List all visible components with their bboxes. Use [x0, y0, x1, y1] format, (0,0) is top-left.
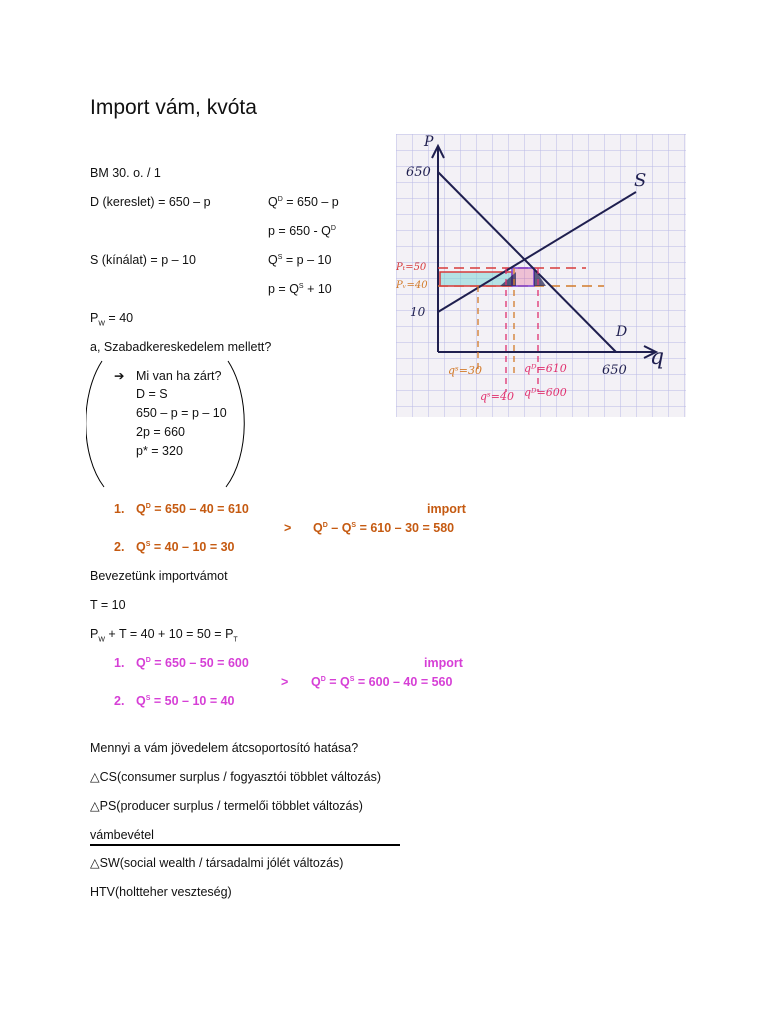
tariff-revenue: vámbevétel	[90, 828, 154, 842]
free-trade-item-1: 1. $Q^D = 650 - 40 = 610$	[114, 502, 249, 516]
qs40-label: qˢ=40	[480, 390, 514, 403]
demand-label: D (kereslet) = 650 – p	[90, 195, 211, 209]
y-650-label: 650	[406, 165, 431, 180]
demand-label: D	[616, 324, 628, 340]
delta-consumer-surplus: △CS(consumer surplus / fogyasztói többlet változás)	[90, 770, 381, 784]
deadweight-loss: HTV(holtteher veszteség)	[90, 885, 232, 899]
free-trade-import-diff: $Q^D - Q^S = 610 - 30 = 580$	[313, 521, 455, 535]
qd600-label: qᴰ=600	[524, 386, 567, 399]
free-trade-gt: >	[284, 521, 292, 535]
tariff-item-2: 2. $Q^S = 50 - 10 = 40$	[114, 694, 235, 708]
arrow-icon: ➔	[114, 369, 125, 383]
q-axis-label: q	[650, 345, 665, 370]
supply-label: S (kínálat) = p – 10	[90, 253, 196, 267]
page-title: Import vám, kvóta	[90, 96, 257, 119]
qs30-label: qˢ=30	[448, 364, 482, 377]
tariff-gt: >	[281, 675, 289, 689]
question-income-effect: Mennyi a vám jövedelem átcsoportosító hatása?	[90, 741, 359, 755]
supply-equation-q: $Q^S = p - 10$	[268, 253, 332, 267]
demand-equation-p: $p = 650 - Q^D$	[268, 224, 336, 238]
tariff-import-label: import	[424, 656, 463, 670]
tariff-value: T = 10	[90, 598, 126, 612]
demand-equation-q: $Q^D = 650 - p$	[268, 195, 339, 209]
free-trade-import-label: import	[427, 502, 466, 516]
closed-line-5: p* = 320	[136, 444, 183, 458]
x-650-label: 650	[602, 363, 627, 378]
question-free-trade: a, Szabadkereskedelem mellett?	[90, 340, 272, 354]
supply-label: S	[634, 170, 647, 191]
delta-social-welfare: △SW(social wealth / társadalmi jólét változás)	[90, 856, 344, 870]
hand-drawn-graph	[396, 134, 686, 417]
delta-producer-surplus: △PS(producer surplus / termelői többlet változás)	[90, 799, 363, 813]
pw40-label: Pᵥ=40	[396, 280, 428, 291]
closed-line-2: D = S	[136, 387, 168, 401]
closed-line-4: 2p = 660	[136, 425, 186, 439]
y-10-label: 10	[410, 305, 426, 319]
exercise-reference: BM 30. o. / 1	[90, 166, 161, 180]
tariff-item-1: 1. $Q^D = 650 - 50 = 600$	[114, 656, 249, 670]
closed-line-3: 650 – p = p – 10	[136, 406, 227, 420]
free-trade-item-2: 2. $Q^S = 40 - 10 = 30$	[114, 540, 235, 554]
sum-divider	[90, 844, 400, 846]
qd610-label: qᴰ=610	[524, 362, 567, 375]
closed-question: Mi van ha zárt?	[136, 369, 222, 383]
tariff-intro: Bevezetünk importvámot	[90, 569, 228, 583]
pt50-label: Pₜ=50	[396, 262, 427, 273]
p-axis-label: P	[424, 134, 434, 150]
supply-equation-p: $p = Q^S + 10$	[268, 282, 332, 296]
tariff-price: $P_W + T = 40 + 10 = 50 = P_T$	[90, 627, 238, 644]
tariff-import-diff: $Q^D = Q^S = 600 - 40 = 560$	[311, 675, 453, 689]
world-price: $P_W = 40$	[90, 311, 134, 328]
